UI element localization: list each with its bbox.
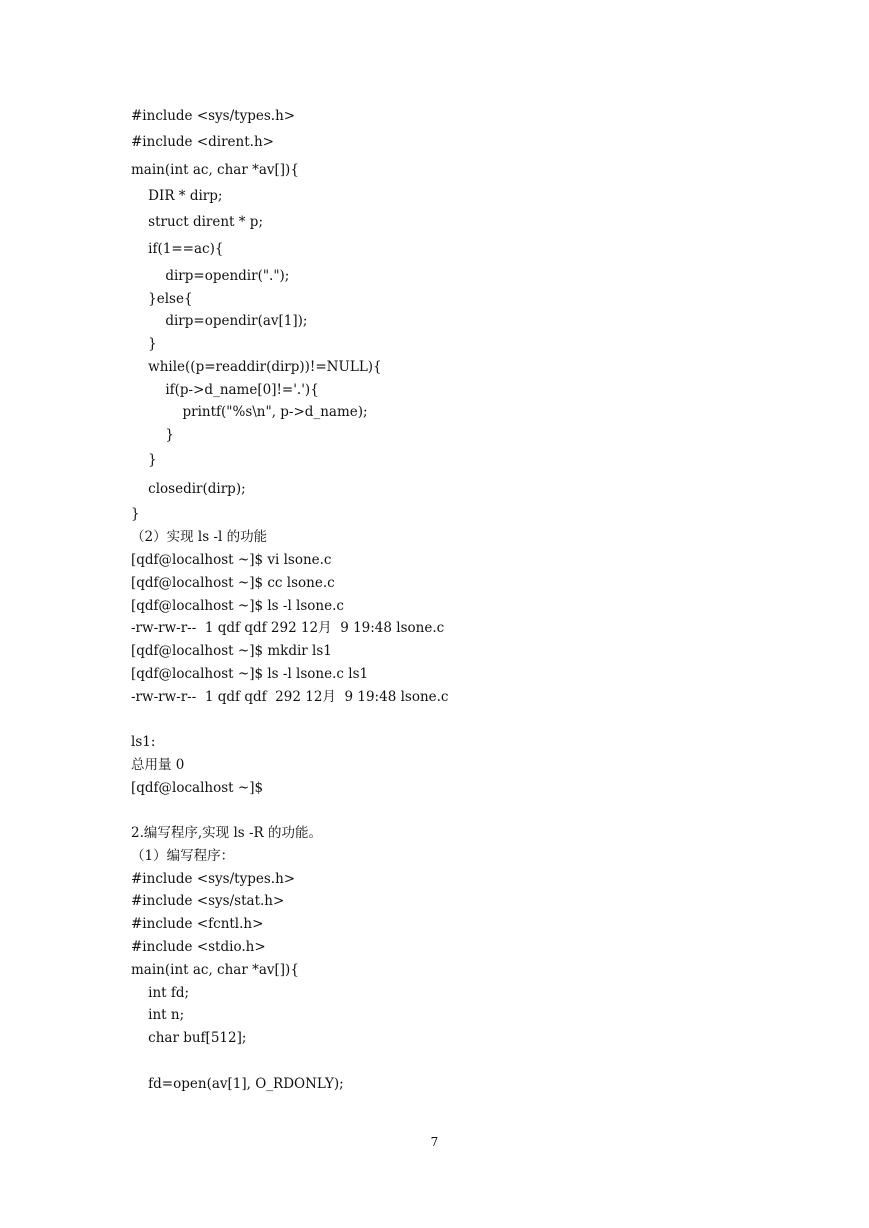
text-line: [qdf@localhost ~]$ vi lsone.c <box>131 552 332 568</box>
text-line: main(int ac, char *av[]){ <box>131 962 299 978</box>
section-heading: 2.编写程序,实现 ls -R 的功能。 <box>131 825 323 841</box>
text-line: int fd; <box>131 985 190 1001</box>
text-line: } <box>131 506 140 522</box>
text-line: [qdf@localhost ~]$ <box>131 780 264 796</box>
text-line: #include <fcntl.h> <box>131 916 264 932</box>
text-line: printf("%s\n", p->d_name); <box>131 404 368 420</box>
text-line: struct dirent * p; <box>131 214 263 230</box>
text-line: }else{ <box>131 291 193 307</box>
text-line: while((p=readdir(dirp))!=NULL){ <box>131 359 382 375</box>
text-line: -rw-rw-r-- 1 qdf qdf 292 12月 9 19:48 lsone.c <box>131 620 445 636</box>
text-line: int n; <box>131 1007 185 1023</box>
text-line: } <box>131 452 157 468</box>
text-line: -rw-rw-r-- 1 qdf qdf 292 12月 9 19:48 lsone.c <box>131 689 449 705</box>
text-line: [qdf@localhost ~]$ cc lsone.c <box>131 575 335 591</box>
text-line: [qdf@localhost ~]$ ls -l lsone.c <box>131 598 344 614</box>
text-line: [qdf@localhost ~]$ ls -l lsone.c ls1 <box>131 666 369 682</box>
text-line: } <box>131 336 157 352</box>
section-heading: （2）实现 ls -l 的功能 <box>131 529 268 545</box>
text-line: #include <sys/types.h> <box>131 108 296 124</box>
text-line: [qdf@localhost ~]$ mkdir ls1 <box>131 643 332 659</box>
text-line: } <box>131 427 174 443</box>
text-line: dirp=opendir(av[1]); <box>131 313 308 329</box>
text-line: fd=open(av[1], O_RDONLY); <box>131 1076 344 1092</box>
text-line: #include <stdio.h> <box>131 939 266 955</box>
text-line: ls1: <box>131 734 156 750</box>
text-line: char buf[512]; <box>131 1030 247 1046</box>
text-line: closedir(dirp); <box>131 481 246 497</box>
text-line: DIR * dirp; <box>131 188 223 204</box>
text-line: #include <dirent.h> <box>131 134 274 150</box>
text-line: #include <sys/types.h> <box>131 871 296 887</box>
text-line: if(1==ac){ <box>131 241 224 257</box>
text-line: if(p->d_name[0]!='.'){ <box>131 382 319 398</box>
page-number: 7 <box>430 1135 439 1149</box>
section-heading: （1）编写程序： <box>131 848 235 864</box>
text-line: dirp=opendir("."); <box>131 268 290 284</box>
text-line: main(int ac, char *av[]){ <box>131 162 299 178</box>
text-line: #include <sys/stat.h> <box>131 893 285 909</box>
text-line: 总用量 0 <box>131 757 185 773</box>
